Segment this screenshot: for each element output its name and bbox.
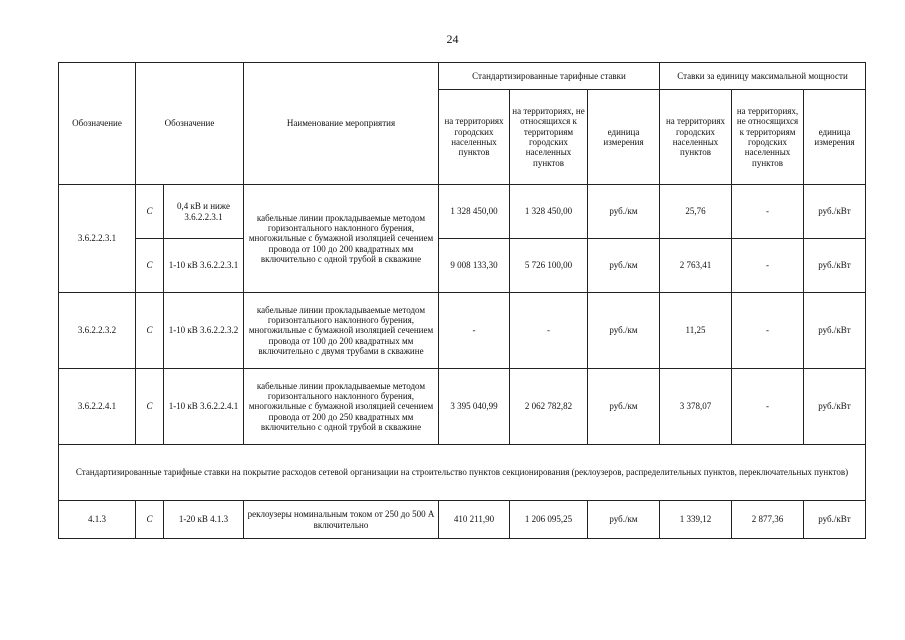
row-nonurban-rate: 1 328 450,00	[510, 185, 588, 239]
table-row	[59, 501, 866, 539]
row-symbol: С	[136, 239, 164, 293]
row-symbol: С	[136, 369, 164, 445]
row-unit: руб./км	[588, 369, 660, 445]
row-power-urban: 3 378,07	[660, 369, 732, 445]
row-voltage-level: 1-20 кВ 4.1.3	[164, 501, 244, 539]
row-power-unit: руб./кВт	[804, 501, 866, 539]
row-code: 3.6.2.2.3.2	[59, 293, 136, 369]
row-voltage-level: 0,4 кВ и ниже 3.6.2.2.3.1	[164, 185, 244, 239]
row-description: кабельные линии прокладываемые методом горизонтального наклонного бурения, многожильные с бумажной изоляцией сечением провода от 100 до 200 квадратных мм включительно с одной трубой в скважине	[244, 185, 439, 293]
row-nonurban-rate: 5 726 100,00	[510, 239, 588, 293]
header-row-1	[59, 63, 866, 90]
header-urban: на территориях городских населенных пунктов	[439, 90, 510, 185]
header-power-urban: на территориях городских населенных пунктов	[660, 90, 732, 185]
row-symbol: С	[136, 185, 164, 239]
row-code: 4.1.3	[59, 501, 136, 539]
header-power-unit: единица измерения	[804, 90, 866, 185]
row-description: кабельные линии прокладываемые методом горизонтального наклонного бурения, многожильные с бумажной изоляцией сечением провода от 200 до 250 квадратных мм включительно с одной трубой в скважине	[244, 369, 439, 445]
table-row	[59, 369, 866, 445]
header-designation-2: Обозначение	[136, 63, 244, 185]
row-power-nonurban: -	[732, 239, 804, 293]
row-power-nonurban: -	[732, 369, 804, 445]
header-standard-rates: Стандартизированные тарифные ставки	[439, 63, 660, 90]
row-unit: руб./км	[588, 501, 660, 539]
row-urban-rate: 3 395 040,99	[439, 369, 510, 445]
row-power-unit: руб./кВт	[804, 293, 866, 369]
row-voltage-level: 1-10 кВ 3.6.2.2.3.1	[164, 239, 244, 293]
table-row	[59, 185, 866, 239]
section-note: Стандартизированные тарифные ставки на покрытие расходов сетевой организации на строительство пунктов секционирования (реклоузеров, распределительных пунктов, переключательных пунктов)	[59, 445, 866, 501]
row-power-unit: руб./кВт	[804, 185, 866, 239]
row-urban-rate: 410 211,90	[439, 501, 510, 539]
row-code: 3.6.2.2.3.1	[59, 185, 136, 293]
row-voltage-level: 1-10 кВ 3.6.2.2.3.2	[164, 293, 244, 369]
row-power-urban: 2 763,41	[660, 239, 732, 293]
row-code: 3.6.2.2.4.1	[59, 369, 136, 445]
table-row	[59, 239, 866, 293]
row-urban-rate: 1 328 450,00	[439, 185, 510, 239]
header-event-name: Наименование мероприятия	[244, 63, 439, 185]
row-nonurban-rate: 1 206 095,25	[510, 501, 588, 539]
table-row	[59, 293, 866, 369]
row-unit: руб./км	[588, 293, 660, 369]
page-number: 24	[446, 32, 459, 46]
row-power-urban: 25,76	[660, 185, 732, 239]
row-nonurban-rate: 2 062 782,82	[510, 369, 588, 445]
row-power-urban: 11,25	[660, 293, 732, 369]
header-nonurban: на территориях, не относящихся к территориям городских населенных пунктов	[510, 90, 588, 185]
row-power-nonurban: -	[732, 293, 804, 369]
row-unit: руб./км	[588, 185, 660, 239]
row-urban-rate: -	[439, 293, 510, 369]
row-urban-rate: 9 008 133,30	[439, 239, 510, 293]
row-symbol: С	[136, 501, 164, 539]
row-power-nonurban: -	[732, 185, 804, 239]
row-unit: руб./км	[588, 239, 660, 293]
row-power-unit: руб./кВт	[804, 239, 866, 293]
header-power-rates: Ставки за единицу максимальной мощности	[660, 63, 866, 90]
row-power-unit: руб./кВт	[804, 369, 866, 445]
row-symbol: С	[136, 293, 164, 369]
section-note-row	[59, 445, 866, 501]
tariff-table	[58, 62, 866, 539]
row-power-urban: 1 339,12	[660, 501, 732, 539]
row-nonurban-rate: -	[510, 293, 588, 369]
header-power-nonurban: на территориях, не относящихся к территориям городских населенных пунктов	[732, 90, 804, 185]
row-power-nonurban: 2 877,36	[732, 501, 804, 539]
row-voltage-level: 1-10 кВ 3.6.2.2.4.1	[164, 369, 244, 445]
header-designation: Обозначение	[59, 63, 136, 185]
header-unit: единица измерения	[588, 90, 660, 185]
row-description: кабельные линии прокладываемые методом горизонтального наклонного бурения, многожильные с бумажной изоляцией сечением провода от 100 до 200 квадратных мм включительно с двумя трубами в скважине	[244, 293, 439, 369]
row-description: реклоузеры номинальным током от 250 до 500 А включительно	[244, 501, 439, 539]
